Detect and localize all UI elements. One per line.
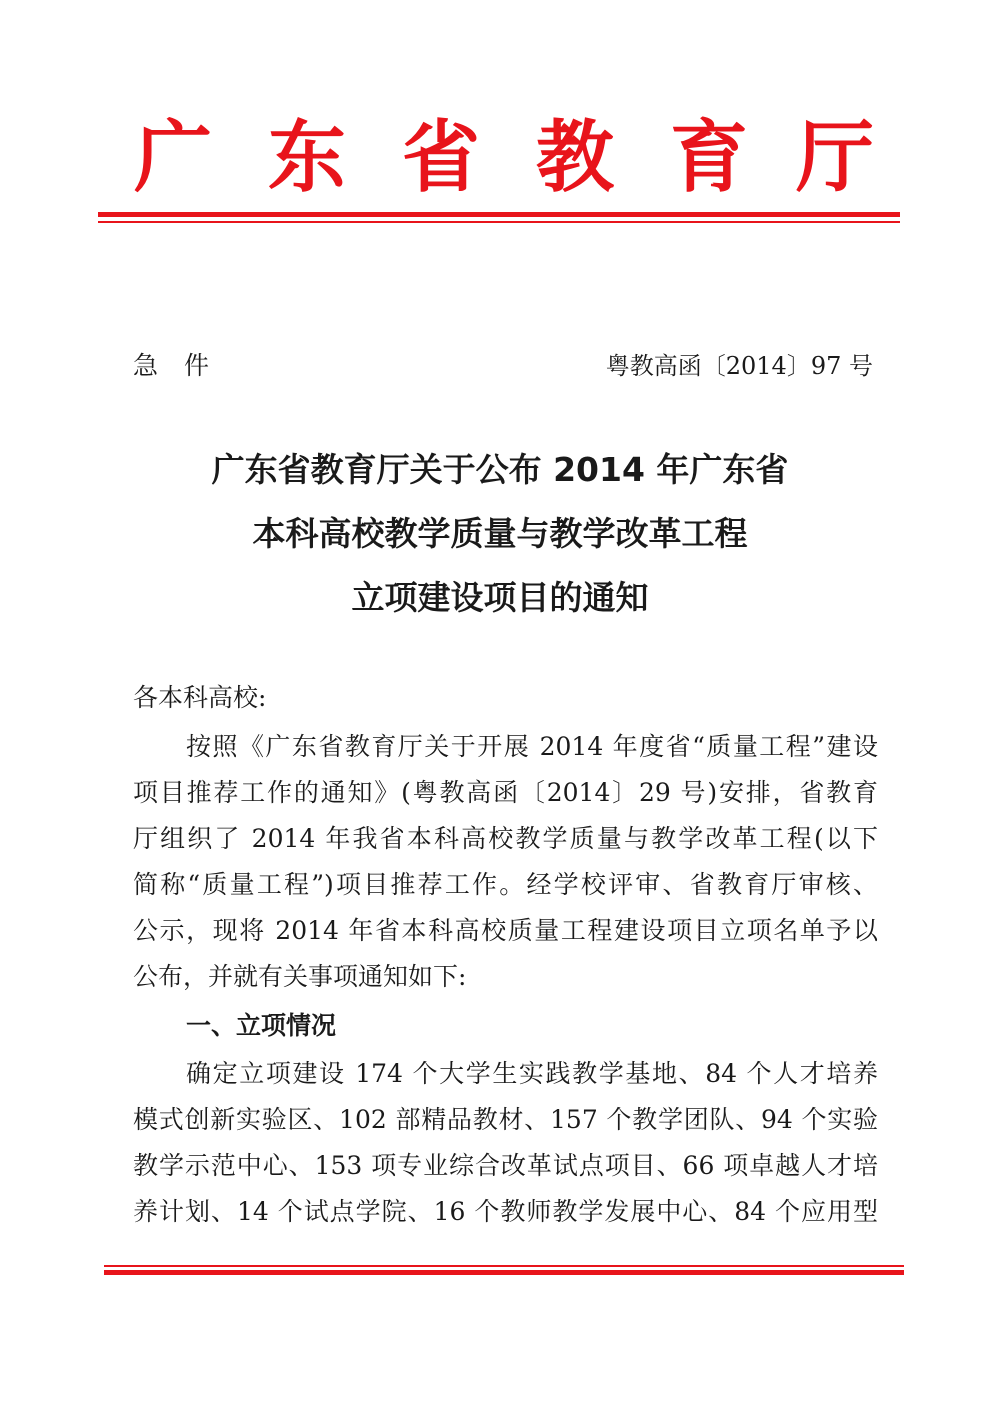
- footer-rule-thin: [104, 1265, 904, 1267]
- letterhead-char: 育: [670, 112, 749, 203]
- paragraph-line: 确定立项建设 174 个大学生实践教学基地、84 个人才培养: [186, 1059, 878, 1088]
- paragraph-line: 养计划、14 个试点学院、16 个教师教学发展中心、84 个应用型: [133, 1197, 878, 1226]
- document-title-line: 广东省教育厅关于公布 2014 年广东省: [211, 450, 789, 489]
- letterhead-char: 教: [536, 112, 615, 203]
- document-number: 粤教高函〔2014〕97 号: [605, 352, 873, 380]
- letterhead-rule-thick: [98, 212, 900, 217]
- paragraph-line: 项目推荐工作的通知》(粤教高函〔2014〕29 号)安排，省教育: [133, 778, 878, 807]
- paragraph-line: 厅组织了 2014 年我省本科高校教学质量与教学改革工程(以下: [133, 824, 878, 853]
- letterhead-rule-thin: [98, 221, 900, 223]
- salutation: 各本科高校:: [133, 683, 267, 712]
- document-title-line: 立项建设项目的通知: [351, 578, 649, 617]
- letterhead-title: [0, 110, 1000, 210]
- paragraph-line: 公布，并就有关事项通知如下:: [133, 962, 467, 991]
- paragraph-line: 公示，现将 2014 年省本科高校质量工程建设项目立项名单予以: [133, 916, 878, 945]
- paragraph-line: 教学示范中心、153 项专业综合改革试点项目、66 项卓越人才培: [133, 1151, 878, 1180]
- section-heading: 一、立项情况: [186, 1011, 337, 1040]
- letterhead-char: 省: [402, 112, 481, 203]
- letterhead-char: 广: [134, 112, 213, 203]
- paragraph-line: 按照《广东省教育厅关于开展 2014 年度省“质量工程”建设: [186, 732, 878, 761]
- urgency-label: 急件: [133, 351, 236, 380]
- document-title-line: 本科高校教学质量与教学改革工程: [252, 514, 748, 553]
- paragraph-line: 模式创新实验区、102 部精品教材、157 个教学团队、94 个实验: [133, 1105, 878, 1134]
- letterhead-char: 厅: [796, 112, 875, 203]
- letterhead-char: 东: [268, 112, 347, 203]
- footer-rule-thick: [104, 1270, 904, 1275]
- paragraph-line: 简称“质量工程”)项目推荐工作。经学校评审、省教育厅审核、: [133, 870, 878, 899]
